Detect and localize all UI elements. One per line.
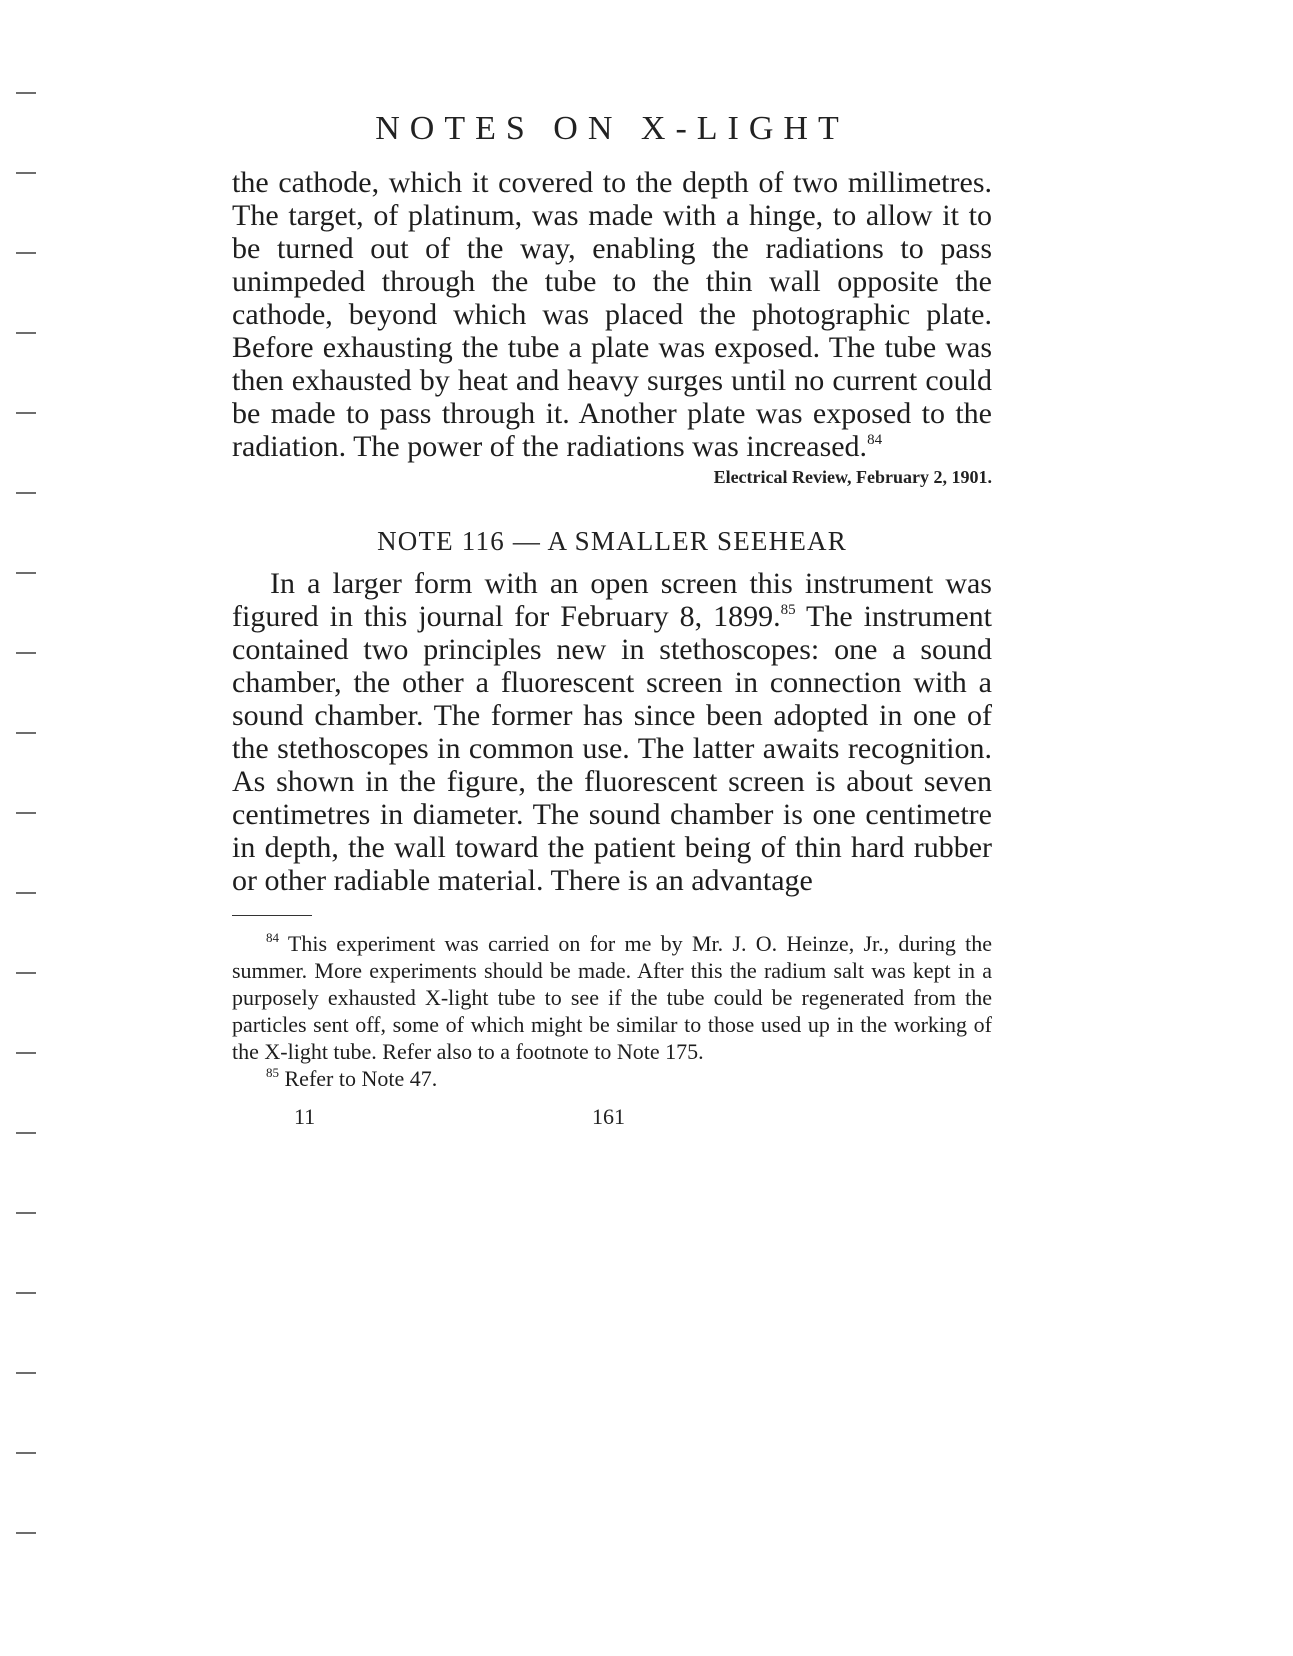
signature-mark: 11 (294, 1104, 316, 1129)
margin-tick (16, 892, 36, 894)
continuation-paragraph (232, 166, 992, 463)
margin-tick (16, 1132, 36, 1134)
footnote-number: 84 (266, 930, 279, 945)
footnote-text: This experiment was carried on for me by Mr. J. O. Heinze, Jr., during the summer. More experiments should be made. After this the radium salt was kept in a purposely exhausted X-light tube to see if the tube could be regenerated from the particles sent off, some of which might be similar to those used up in the working of the X-light tube. Refer also to a footnote to Note 175. (232, 931, 993, 1064)
page-number: 161 (592, 1104, 625, 1129)
note-text-part2: The instrument contained two principles new in stethoscopes: one a sound chamber, the other a fluorescent screen in connection with a sound chamber. The former has since been adopted in one of the stethoscopes in common use. The latter awaits recognition. As shown in the figure, the fluorescent screen is about seven centimetres in diameter. The sound chamber is one centimetre in depth, the wall toward the patient being of thin hard rubber or other radiable material. There is an advantage (232, 600, 993, 897)
footnote-rule (232, 915, 312, 916)
margin-tick (16, 652, 36, 654)
footnote-85 (232, 1065, 992, 1092)
footnote-ref-85: 85 (780, 602, 796, 618)
book-page (232, 110, 992, 1138)
footnote-ref-84: 84 (867, 432, 883, 448)
footnote-text: Refer to Note 47. (284, 1066, 438, 1091)
continuation-text: the cathode, which it covered to the depth of two millimetres. The target, of platinum, was made with a hinge, to allow it to be turned out of the way, enabling the radiations to pass unimpeded through the tube to the thin wall opposite the cathode, beyond which was placed the photographic plate. Before exhausting the tube a plate was exposed. The tube was then exhausted by heat and heavy surges until no current could be made to pass through it. Another plate was exposed to the radiation. The power of the radiations was increased. (232, 166, 992, 463)
folio-row (232, 1104, 992, 1138)
running-head: NOTES ON X-LIGHT (375, 110, 849, 147)
margin-tick (16, 252, 36, 254)
margin-tick (16, 492, 36, 494)
footnote-number: 85 (266, 1065, 279, 1080)
margin-tick (16, 732, 36, 734)
note-paragraph (232, 567, 992, 897)
margin-tick (16, 812, 36, 814)
margin-tick (16, 1292, 36, 1294)
margin-tick (16, 1532, 36, 1534)
margin-tick (16, 332, 36, 334)
scan-margin-ticks (16, 0, 40, 1656)
margin-tick (16, 1212, 36, 1214)
margin-tick (16, 572, 36, 574)
margin-tick (16, 92, 36, 94)
margin-tick (16, 1052, 36, 1054)
footnote-84 (232, 930, 992, 1065)
margin-tick (16, 972, 36, 974)
margin-tick (16, 1372, 36, 1374)
note-heading: NOTE 116 — A SMALLER SEEHEAR (377, 526, 847, 556)
margin-tick (16, 172, 36, 174)
note-text-part1: In a larger form with an open screen this instrument was figured in this journal for February 8, 1899. (232, 567, 992, 633)
source-citation: Electrical Review, February 2, 1901. (713, 467, 992, 487)
margin-tick (16, 412, 36, 414)
margin-tick (16, 1452, 36, 1454)
